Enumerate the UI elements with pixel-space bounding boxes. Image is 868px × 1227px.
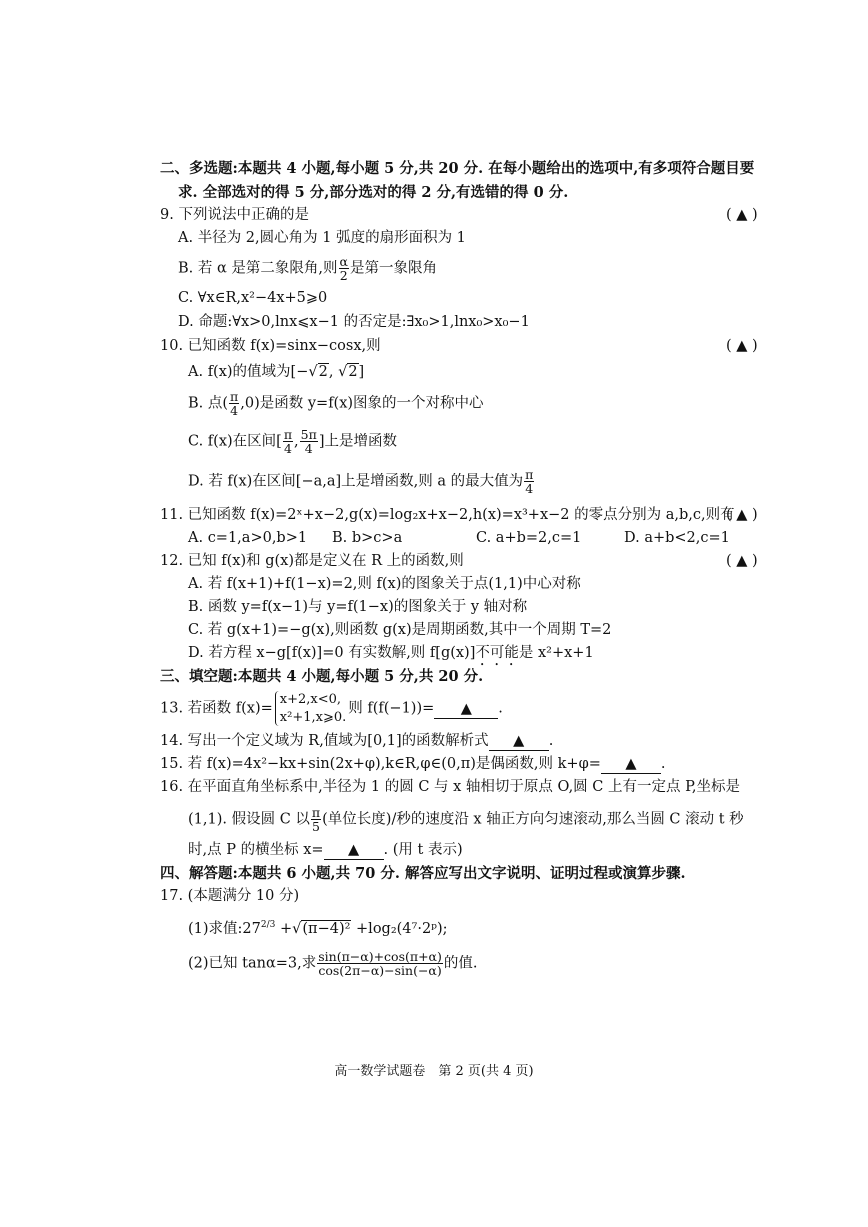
q15: 15. 若 f(x)=4x²−kx+sin(2x+φ),k∈R,φ∈(0,π)是偶函数,则 k+φ= ▲ . — [160, 756, 666, 774]
q17-part2: (2)已知 tanα=3,求 $\frac{\sin(\pi-\alpha)+\cos(\pi+\alpha)}{\cos(2\pi-\alpha)-\sin(-\alpha)}$ 的值. — [188, 949, 478, 979]
section-2-heading-line1: 二、多选题:本题共 4 小题,每小题 5 分,共 20 分. 在每小题给出的选项中,有多项符合题目要 — [160, 160, 755, 177]
q16-line3: 时,点 P 的横坐标 x= ▲ . (用 t 表示) — [188, 842, 463, 860]
q12-stem: 12. 已知 f(x)和 g(x)都是定义在 R 上的函数,则 — [160, 553, 464, 569]
q10-option-d: D. 若 f(x)在区间[−a,a]上是增函数,则 a 的最大值为 $\frac{\pi}{4}$ — [188, 467, 534, 497]
q9-answer-mark: ( ▲ ) — [726, 207, 758, 223]
sqrt-icon: √ — [308, 364, 318, 380]
q11-option-c: C. a+b=2,c=1 — [476, 530, 582, 546]
q11-option-d: D. a+b<2,c=1 — [624, 530, 730, 546]
q14: 14. 写出一个定义域为 R,值域为[0,1]的函数解析式 ▲ . — [160, 733, 553, 751]
q16-line2: (1,1). 假设圆 C 以 $\frac{\pi}{5}$ (单位长度)/秒的速度沿 x 轴正方向匀速滚动,那么当圆 C 滚动 t 秒 — [188, 805, 744, 835]
emphasis-text: 不可能 — [475, 645, 519, 661]
q12-option-a: A. 若 f(x+1)+f(1−x)=2,则 f(x)的图象关于点(1,1)中心对称 — [188, 576, 581, 592]
q12-option-d: D. 若方程 x−g[f(x)]=0 有实数解,则 f[g(x)]不可能是 x²+x+1 — [188, 645, 594, 661]
section-4-heading: 四、解答题:本题共 6 小题,共 70 分. 解答应写出文字说明、证明过程或演算步骤. — [160, 865, 686, 882]
5pi-over-4-fraction: $\frac{5\pi}{4}$ — [300, 427, 317, 457]
q10-stem: 10. 已知函数 f(x)=sinx−cosx,则 — [160, 338, 381, 354]
q9-option-b: B. 若 α 是第二象限角,则 $\frac{\alpha}{2}$ 是第一象限角 — [178, 254, 437, 284]
answer-blank: ▲ — [489, 733, 549, 751]
q11-option-a: A. c=1,a>0,b>1 — [188, 530, 308, 546]
q12-answer-mark: ( ▲ ) — [726, 553, 758, 569]
section-3-heading: 三、填空题:本题共 4 小题,每小题 5 分,共 20 分. — [160, 668, 484, 685]
q12-option-b: B. 函数 y=f(x−1)与 y=f(1−x)的图象关于 y 轴对称 — [188, 599, 528, 615]
piecewise-brace: x+2,x<0, x²+1,x⩾0. — [275, 691, 346, 726]
q17-stem: 17. (本题满分 10 分) — [160, 888, 300, 904]
q10-option-a: A. f(x)的值域为[−√2, √2] — [188, 364, 365, 380]
pi-over-5-fraction: $\frac{\pi}{5}$ — [311, 805, 321, 835]
pi-over-4-fraction: $\frac{\pi}{4}$ — [525, 467, 534, 497]
pi-over-4-fraction: $\frac{\pi}{4}$ — [283, 427, 293, 457]
section-2-heading-line2: 求. 全部选对的得 5 分,部分选对的得 2 分,有选错的得 0 分. — [178, 184, 569, 201]
answer-blank: ▲ — [601, 756, 661, 774]
trig-fraction: $\frac{\sin(\pi-\alpha)+\cos(\pi+\alpha)}{\cos(2\pi-\alpha)-\sin(-\alpha)}$ — [318, 949, 442, 979]
q11-option-b: B. b>c>a — [332, 530, 403, 546]
answer-blank: ▲ — [324, 842, 384, 860]
q11-answer-mark: ( ▲ ) — [726, 507, 758, 523]
page-footer: 高一数学试题卷 第 2 页(共 4 页) — [334, 1064, 534, 1079]
q9-option-d: D. 命题:∀x>0,lnx⩽x−1 的否定是:∃x₀>1,lnx₀>x₀−1 — [178, 314, 530, 330]
q10-answer-mark: ( ▲ ) — [726, 338, 758, 354]
sqrt-icon: √ — [338, 364, 348, 380]
answer-blank: ▲ — [434, 701, 498, 719]
sqrt-icon: √ — [292, 920, 302, 937]
pi-over-4-fraction: $\frac{\pi}{4}$ — [230, 389, 239, 419]
q17-part1: (1)求值$:27^{2/3} +√(\pi-4)^2$ +log₂(4⁷·2ᵖ); — [188, 920, 448, 937]
q10-option-c: C. f(x)在区间[ $\frac{\pi}{4}$ , $\frac{5\pi}{4}$ ]上是增函数 — [188, 427, 397, 457]
q9-stem: 9. 下列说法中正确的是 — [160, 207, 309, 223]
q11-stem: 11. 已知函数 f(x)=2ˣ+x−2,g(x)=log₂x+x−2,h(x)=x³+x−2 的零点分别为 a,b,c,则有 — [160, 507, 735, 523]
q9-option-c: C. ∀x∈R,x²−4x+5⩾0 — [178, 290, 328, 306]
alpha-over-2-fraction: $\frac{\alpha}{2}$ — [339, 254, 348, 284]
exponent: 2/3 — [260, 920, 276, 930]
q13: 13. 若函数 f(x)= x+2,x<0, x²+1,x⩾0. 则 f(f(−1))= ▲ . — [160, 692, 503, 725]
q10-option-b: B. 点( $\frac{\pi}{4}$ ,0)是函数 y=f(x)图象的一个对称中心 — [188, 389, 484, 419]
q9-option-a: A. 半径为 2,圆心角为 1 弧度的扇形面积为 1 — [178, 230, 466, 246]
q16-line1: 16. 在平面直角坐标系中,半径为 1 的圆 C 与 x 轴相切于原点 O,圆 C 上有一定点 P,坐标是 — [160, 779, 741, 795]
q12-option-c: C. 若 g(x+1)=−g(x),则函数 g(x)是周期函数,其中一个周期 T=2 — [188, 622, 612, 638]
